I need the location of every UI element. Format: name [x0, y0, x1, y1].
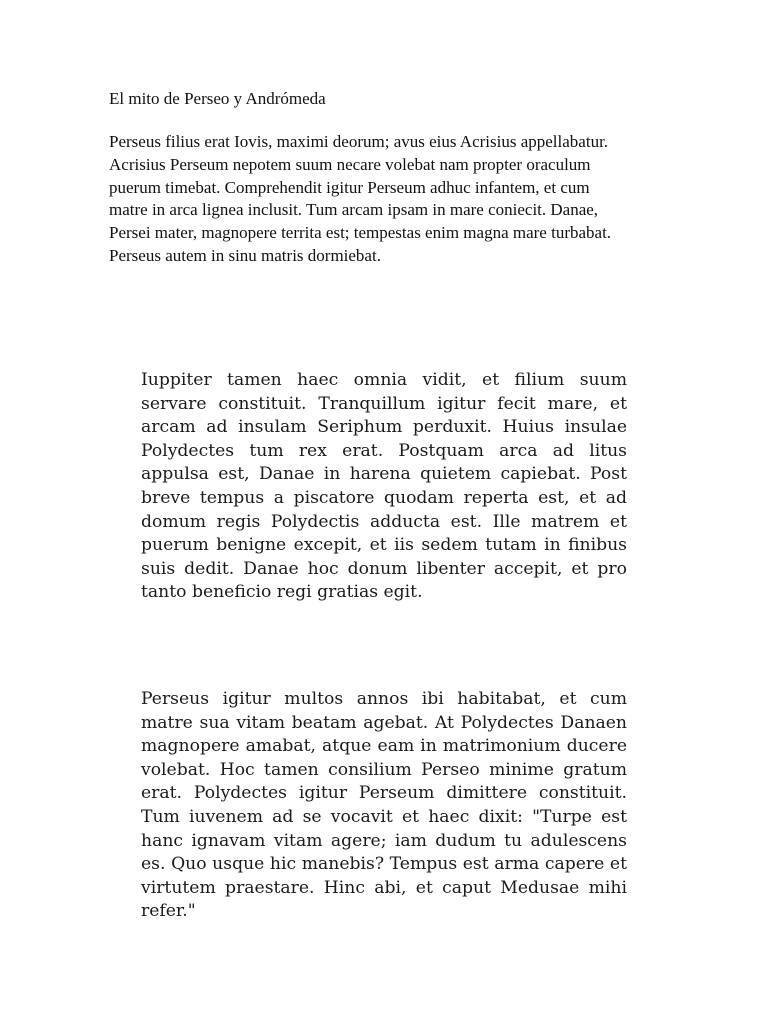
- body-paragraph-2: Perseus igitur multos annos ibi habitabat, et cum matre sua vitam beatam agebat. At Polydectes Danaen magnopere amabat, atque eam in matrimonium ducere volebat. Hoc tamen consilium Perseo minime gratum erat. Polydectes igitur Perseum dimittere constituit. Tum iuvenem ad se vocavit et haec dixit: "Turpe est hanc ignavam vitam agere; iam dudum tu adulescens es. Quo usque hic manebis? Tempus est arma capere et virtutem praestare. Hinc abi, et caput Medusae mihi refer.": [141, 689, 627, 922]
- intro-paragraph: Perseus filius erat Iovis, maximi deorum; avus eius Acrisius appellabatur. Acrisius Perseum nepotem suum necare volebat nam propter oraculum puerum timebat. Comprehendit igitur Perseum adhuc infantem, et cum matre in arca lignea inclusit. Tum arcam ipsam in mare coniecit. Danae, Persei mater, magnopere territa est; tempestas enim magna mare turbabat. Perseus autem in sinu matris dormiebat.: [109, 132, 612, 265]
- document-title: El mito de Perseo y Andrómeda: [109, 89, 326, 108]
- body-paragraph-1: Iuppiter tamen haec omnia vidit, et filium suum servare constituit. Tranquillum igitur fecit mare, et arcam ad insulam Seriphum perduxit. Huius insulae Polydectes tum rex erat. Postquam arca ad litus appulsa est, Danae in harena quietem capiebat. Post breve tempus a piscatore quodam reperta est, et ad domum regis Polydectis adducta est. Ille matrem et puerum benigne excepit, et iis sedem tutam in finibus suis dedit. Danae hoc donum libenter accepit, et pro tanto beneficio regi gratias egit.: [141, 370, 627, 603]
